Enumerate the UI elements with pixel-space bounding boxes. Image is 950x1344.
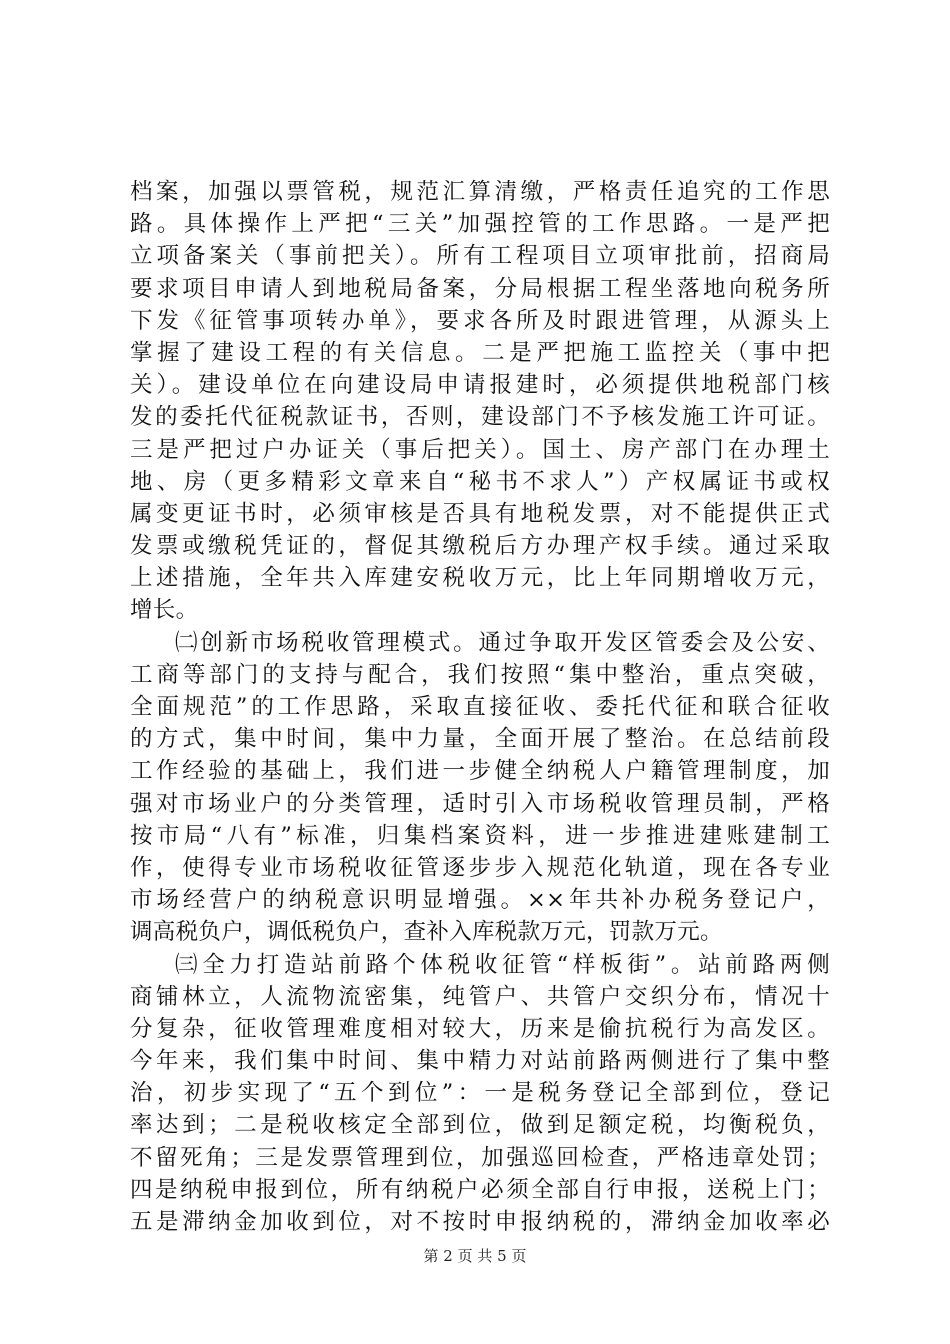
document-body: [130, 176, 830, 1238]
text-line: 分复杂，征收管理难度相对较大，历来是偷抗税行为高发区。: [130, 1015, 830, 1042]
text-line: 强对市场业户的分类管理，适时引入市场税收管理员制，严格: [130, 790, 830, 817]
text-line: 要求项目申请人到地税局备案，分局根据工程坐落地向税务所: [130, 275, 830, 302]
text-line: 立项备案关（事前把关）。所有工程项目立项审批前，招商局: [130, 243, 830, 270]
text-line: 档案，加强以票管税，规范汇算清缴，严格责任追究的工作思: [130, 179, 830, 205]
text-line: 工作经验的基础上，我们进一步健全纳税人户籍管理制度，加: [130, 758, 830, 785]
text-line: 五是滞纳金加收到位，对不按时申报纳税的，滞纳金加收率必: [130, 1209, 830, 1235]
text-line: 四是纳税申报到位，所有纳税户必须全部自行申报，送税上门；: [130, 1176, 830, 1203]
text-line: 路。具体操作上严把“三关”加强控管的工作思路。一是严把: [130, 211, 830, 238]
text-line: 作，使得专业市场税收征管逐步步入规范化轨道，现在各专业: [130, 854, 830, 881]
text-line: 发的委托代征税款证书，否则，建设部门不予核发施工许可证。: [130, 404, 830, 431]
text-line: 三是严把过户办证关（事后把关）。国土、房产部门在办理土: [130, 436, 830, 463]
text-line: 市场经营户的纳税意识明显增强。××年共补办税务登记户，: [130, 887, 830, 914]
text-line: 工商等部门的支持与配合，我们按照“集中整治，重点突破，: [130, 661, 830, 688]
text-line: 今年来，我们集中时间、集中精力对站前路两侧进行了集中整: [130, 1048, 830, 1075]
text-line: 调高税负户，调低税负户，查补入库税款万元，罚款万元。: [130, 919, 723, 946]
text-line: 不留死角；三是发票管理到位，加强巡回检查，严格违章处罚；: [130, 1144, 830, 1171]
text-line: 掌握了建设工程的有关信息。二是严把施工监控关（事中把: [130, 339, 830, 366]
text-line: 全面规范”的工作思路，采取直接征收、委托代征和联合征收: [130, 694, 830, 720]
text-line: 关）。建设单位在向建设局申请报建时，必须提供地税部门核: [130, 372, 830, 399]
text-line: 属变更证书时，必须审核是否具有地税发票，对不能提供正式: [130, 500, 830, 527]
text-line: 地、房（更多精彩文章来自“秘书不求人”）产权属证书或权: [130, 468, 830, 495]
text-line: 商铺林立，人流物流密集，纯管户、共管户交织分布，情况十: [130, 983, 830, 1010]
text-line: 上述措施，全年共入库建安税收万元，比上年同期增收万元，: [130, 565, 830, 592]
page-number: 第 2 页 共 5 页: [423, 1247, 527, 1265]
text-line: ㈢全力打造站前路个体税收征管“样板街”。站前路两侧: [175, 951, 830, 978]
text-line: 的方式，集中时间，集中力量，全面开展了整治。在总结前段: [130, 726, 830, 753]
text-line: 增长。: [130, 597, 199, 624]
text-line: ㈡创新市场税收管理模式。通过争取开发区管委会及公安、: [175, 629, 830, 656]
text-line: 按市局“八有”标准，归集档案资料，进一步推进建账建制工: [130, 822, 830, 849]
text-line: 治，初步实现了“五个到位”：一是税务登记全部到位，登记: [130, 1080, 830, 1107]
text-line: 率达到；二是税收核定全部到位，做到足额定税，均衡税负，: [130, 1112, 830, 1139]
text-line: 发票或缴税凭证的，督促其缴税后方办理产权手续。通过采取: [130, 533, 830, 560]
text-line: 下发《征管事项转办单》，要求各所及时跟进管理，从源头上: [130, 307, 830, 334]
